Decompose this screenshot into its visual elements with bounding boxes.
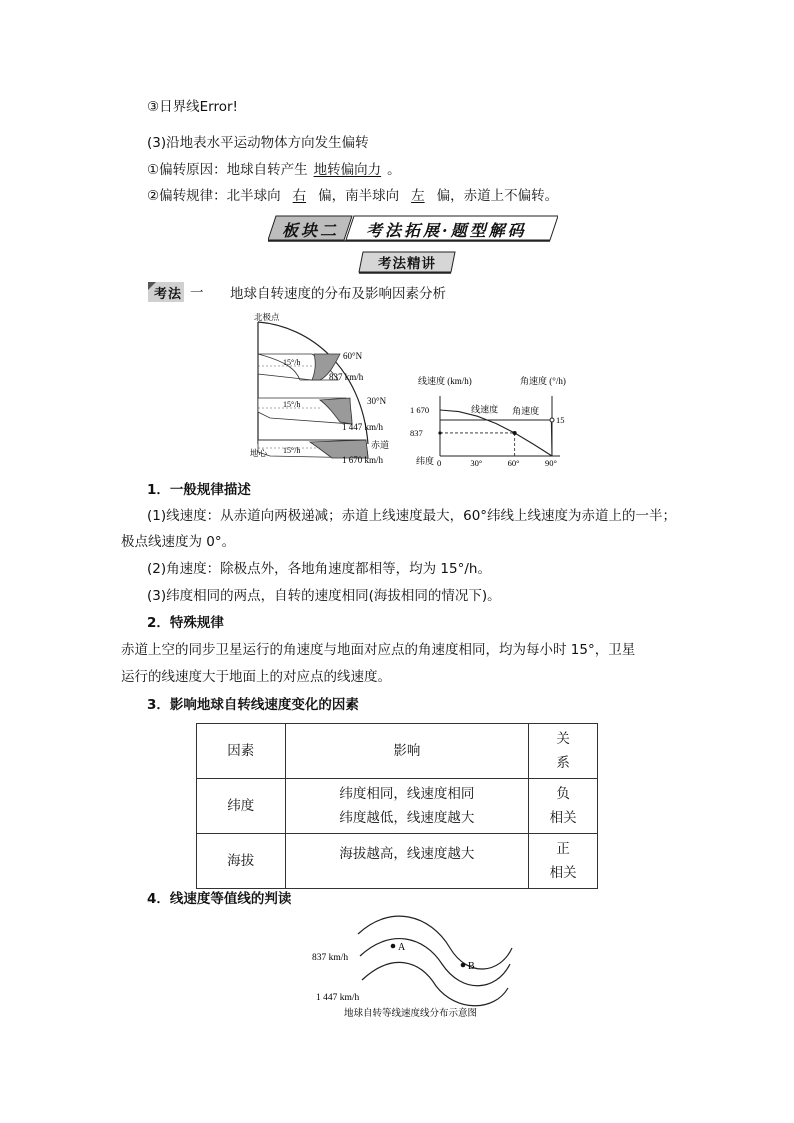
section2-p1b: 运行的线速度大于地面上的对应点的线速度。 xyxy=(121,669,391,685)
chart-angular-open-point xyxy=(550,418,554,422)
line-date-line: ③日界线Error! xyxy=(147,99,238,115)
label-north-pole: 北极点 xyxy=(254,312,280,322)
chart-y-tick-label-left: 1 670 xyxy=(410,405,430,415)
chart-series-label-line-speed: 线速度 xyxy=(471,404,499,415)
row1-relation xyxy=(529,779,598,834)
rule-prefix: ②偏转规律：北半球向 xyxy=(147,188,281,204)
rule-mid: 偏，南半球向 xyxy=(318,188,400,204)
row2-relation-1: 正 xyxy=(556,841,570,857)
row1-effect-2: 纬度越低，线速度越大 xyxy=(339,810,475,826)
section1-p1a: (1)线速度：从赤道向两极递减；赤道上线速度最大，60°纬线上线速度为赤道上的一半； xyxy=(147,508,677,524)
isoline-label-1447: 1 447 km/h xyxy=(316,993,360,1003)
row1-effect-1: 纬度相同，线速度相同 xyxy=(339,786,475,802)
section1-p1b: 极点线速度为 0°。 xyxy=(121,534,236,550)
label-speed-0: 1 670 km/h xyxy=(342,455,384,465)
sub-banner-text: 考法精讲 xyxy=(378,256,436,272)
section1-p3: (3)纬度相同的两点，自转的速度相同(海拔相同的情况下)。 xyxy=(147,588,501,604)
section2-p1a: 赤道上空的同步卫星运行的角速度与地面对应点的角速度相同，均为每小时 15°，卫星 xyxy=(121,642,636,658)
chart-series-label-angular: 角速度 xyxy=(512,406,540,416)
point-b-dot xyxy=(461,963,466,968)
banner-left: 板块二 xyxy=(282,221,340,240)
row2-relation-2: 相关 xyxy=(549,865,577,881)
row1-relation-1: 负 xyxy=(556,786,570,802)
kaofa-title: 地球自转速度的分布及影响因素分析 xyxy=(230,286,446,302)
section4-heading: 4．线速度等值线的判读 xyxy=(147,891,292,907)
isoline-diagram xyxy=(300,908,530,1028)
row2-factor: 海拔 xyxy=(197,834,286,889)
label-earth-center: 地心 xyxy=(250,448,268,458)
header-relation xyxy=(529,724,598,779)
rule-suffix: 偏，赤道上不偏转。 xyxy=(436,188,559,204)
chart-ylabel-right: 角速度 (°/h) xyxy=(520,376,566,386)
chart-xlabel: 纬度 xyxy=(416,456,435,466)
label-lat-30: 30°N xyxy=(367,396,387,406)
deflection-rule xyxy=(147,186,558,206)
chart-x-tick-label: 60° xyxy=(507,458,520,468)
section1-heading: 1．一般规律描述 xyxy=(147,482,251,498)
label-angular-30: 15°/h xyxy=(283,400,301,409)
label-speed-30: 1 447 km/h xyxy=(342,422,384,432)
label-speed-60: 837 km/h xyxy=(329,372,364,382)
header-effect: 影响 xyxy=(285,724,529,779)
sub-banner xyxy=(357,250,457,274)
header-factor: 因素 xyxy=(197,724,286,779)
banner-right: 考法拓展·题型解码 xyxy=(366,221,527,240)
row1-relation-2: 相关 xyxy=(549,810,577,826)
label-angular-0: 15°/h xyxy=(283,446,301,455)
reason-suffix: 。 xyxy=(387,162,401,178)
row2-effect-1: 海拔越高，线速度越大 xyxy=(339,846,475,862)
chart-x-tick-label: 30° xyxy=(470,458,483,468)
label-angular-60: 15°/h xyxy=(283,358,301,367)
chart-x-tick-label: 90° xyxy=(545,458,557,468)
header-relation-2: 系 xyxy=(556,755,570,771)
table-row xyxy=(197,834,598,889)
row2-relation xyxy=(529,834,598,889)
point-a-label: A xyxy=(398,942,406,953)
reason-answer: 地转偏向力 xyxy=(313,162,382,178)
kaofa-tag-text: 考法 xyxy=(154,287,183,302)
chart-point-axis-837 xyxy=(438,431,441,434)
factor-table xyxy=(196,723,598,889)
table-header-row xyxy=(197,724,598,779)
deflection-reason xyxy=(147,160,401,180)
row1-effect xyxy=(285,779,529,834)
isoline-caption: 地球自转等线速度线分布示意图 xyxy=(344,1009,478,1019)
label-lat-60: 60°N xyxy=(343,351,363,361)
chart-x-tick-label: 0 xyxy=(437,458,442,468)
isoline-label-837: 837 km/h xyxy=(312,953,349,963)
table-row xyxy=(197,779,598,834)
point-a-dot xyxy=(391,944,396,949)
chart-y-tick-label-right: 15 xyxy=(556,415,565,425)
kaofa-number: 一 xyxy=(190,285,204,301)
rule-answer-2: 左 xyxy=(411,188,425,204)
heading-deflection: (3)沿地表水平运动物体方向发生偏转 xyxy=(147,135,369,151)
chart-point-60 xyxy=(513,431,517,435)
rule-answer-1: 右 xyxy=(292,188,307,204)
row1-factor: 纬度 xyxy=(197,779,286,834)
section-banner xyxy=(268,214,558,242)
section1-p2: (2)角速度：除极点外，各地角速度都相等，均为 15°/h。 xyxy=(147,561,491,577)
point-b-label: B xyxy=(468,961,475,972)
chart-ylabel-left: 线速度 (km/h) xyxy=(418,376,472,386)
rotation-speed-labels xyxy=(325,340,405,470)
row2-effect xyxy=(285,834,529,889)
header-relation-1: 关 xyxy=(556,731,570,747)
section3-heading: 3．影响地球自转线速度变化的因素 xyxy=(147,697,359,713)
section2-heading: 2．特殊规律 xyxy=(147,615,224,631)
label-equator: 赤道 xyxy=(371,440,390,450)
reason-prefix: ①偏转原因：地球自转产生 xyxy=(147,162,308,178)
speed-latitude-chart xyxy=(410,372,585,472)
chart-y-tick-label-left: 837 xyxy=(410,427,423,438)
chart-series-angular-speed xyxy=(440,420,552,456)
